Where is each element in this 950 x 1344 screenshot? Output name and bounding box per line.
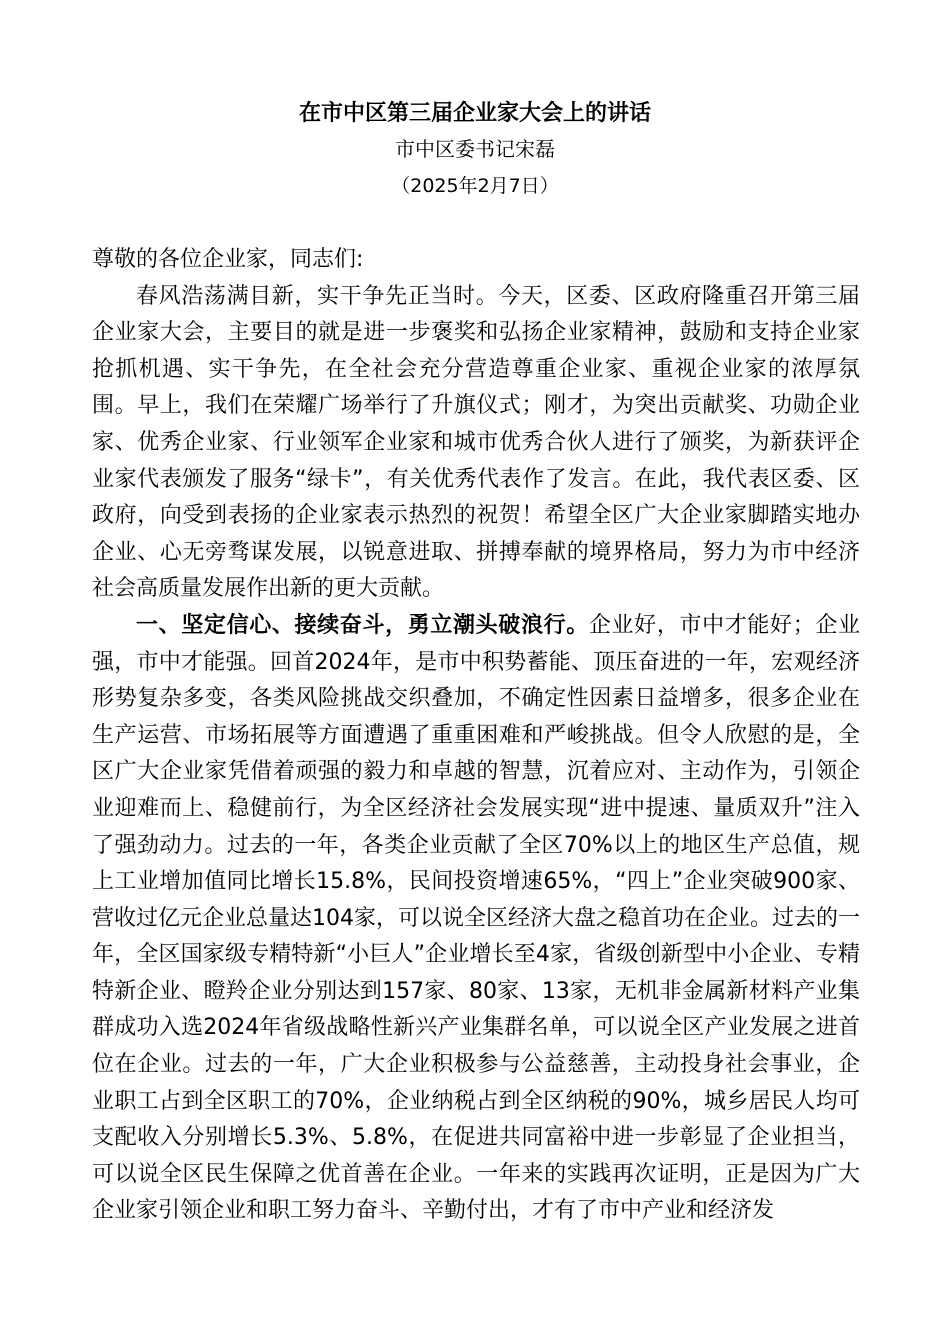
paragraph-section-1 bbox=[92, 608, 860, 1230]
section-1-text: 企业好，市中才能好；企业强，市中才能强。回首2024年，是市中积势蓄能、顶压奋进的一年，宏观经济形势复杂多变，各类风险挑战交织叠加，不确定性因素日益增多，很多企业在生产运营、市场拓展等方面遭遇了重重困难和严峻挑战。但令人欣慰的是，全区广大企业家凭借着顽强的毅力和卓越的智慧，沉着应对、主动作为，引领企业迎难而上、稳健前行，为全区经济社会发展实现“进中提速、量质双升”注入了强劲动力。过去的一年，各类企业贡献了全区70%以上的地区生产总值，规上工业增加值同比增长15.8%，民间投资增速65%，“四上”企业突破900家、营收过亿元企业总量达104家，可以说全区经济大盘之稳首功在企业。过去的一年，全区国家级专精特新“小巨人”企业增长至4家，省级创新型中小企业、专精特新企业、瞪羚企业分别达到157家、80家、13家，无机非金属新材料产业集群成功入选2024年省级战略性新兴产业集群名单，可以说全区产业发展之进首位在企业。过去的一年，广大企业积极参与公益慈善，主动投身社会事业，企业职工占到全区职工的70%，企业纳税占到全区纳税的90%，城乡居民人均可支配收入分别增长5.3%、5.8%，在促进共同富裕中进一步彰显了企业担当，可以说全区民生保障之优首善在企业。一年来的实践再次证明，正是因为广大企业家引领企业和职工努力奋斗、辛勤付出，才有了市中产业和经济发 bbox=[92, 612, 860, 1224]
document-date: （2025年2月7日） bbox=[391, 175, 559, 197]
document-body bbox=[92, 242, 860, 1230]
document-title: 在市中区第三届企业家大会上的讲话 bbox=[298, 100, 651, 126]
paragraph-opening: 春风浩荡满目新，实干争先正当时。今天，区委、区政府隆重召开第三届企业家大会，主要目的就是进一步褒奖和弘扬企业家精神，鼓励和支持企业家抢抓机遇、实干争先，在全社会充分营造尊重企业家、重视企业家的浓厚氛围。早上，我们在荣耀广场举行了升旗仪式；刚才，为突出贡献奖、功勋企业家、优秀企业家、行业领军企业家和城市优秀合伙人进行了颁奖，为新获评企业家代表颁发了服务“绿卡”，有关优秀代表作了发言。在此，我代表区委、区政府，向受到表扬的企业家表示热烈的祝贺！希望全区广大企业家脚踏实地办企业、心无旁骛谋发展，以锐意进取、拼搏奉献的境界格局，努力为市中经济社会高质量发展作出新的更大贡献。 bbox=[92, 283, 860, 602]
salutation: 尊敬的各位企业家，同志们: bbox=[92, 247, 364, 272]
document-author: 市中区委书记宋磊 bbox=[395, 137, 555, 161]
section-1-heading: 一、坚定信心、接续奋斗，勇立潮头破浪行。 bbox=[136, 612, 589, 638]
